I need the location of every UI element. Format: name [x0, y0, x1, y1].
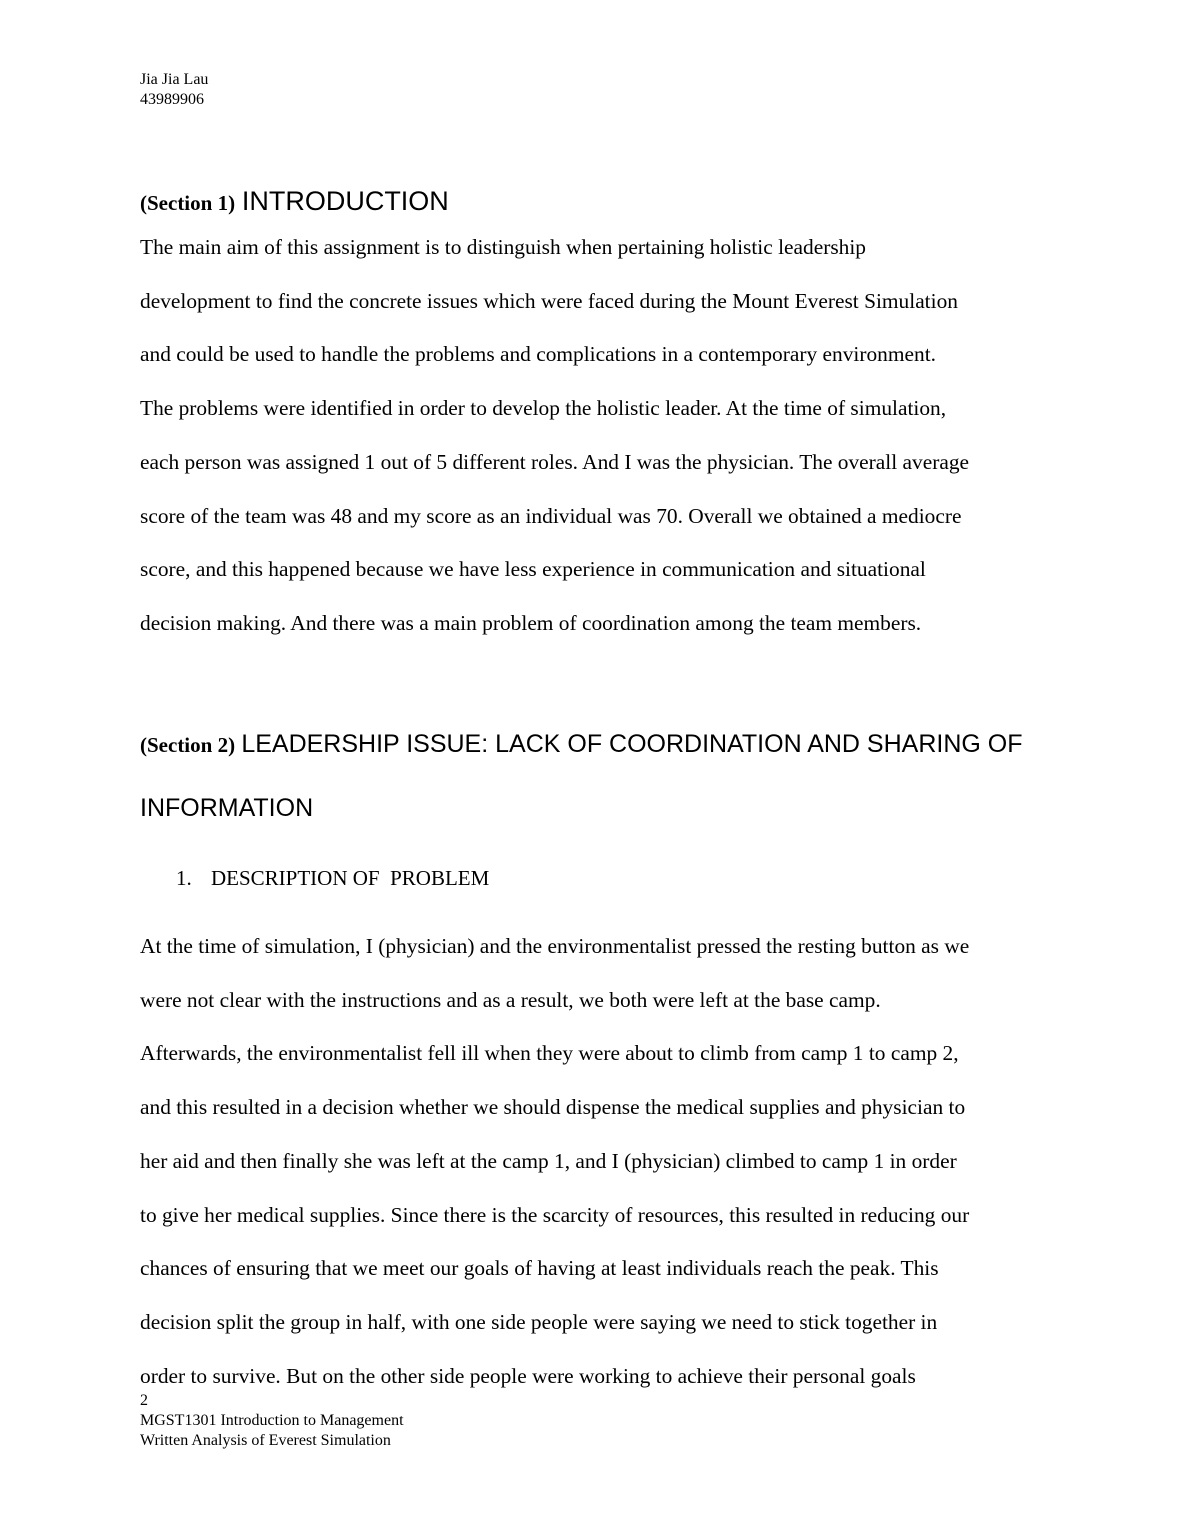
section-1-title: INTRODUCTION: [241, 186, 449, 216]
paragraph-line: and could be used to handle the problems and complications in a contemporary environment.: [140, 342, 936, 367]
section-2-heading: [140, 713, 1070, 840]
paragraph-line: her aid and then finally she was left at the camp 1, and I (physician) climbed to camp 1 in order: [140, 1148, 957, 1173]
author-name: Jia Jia Lau: [140, 71, 209, 88]
paragraph-line: At the time of simulation, I (physician) and the environmentalist pressed the resting button as we: [140, 934, 970, 958]
paragraph-line: decision split the group in half, with one side people were saying we need to stick together in: [140, 1309, 938, 1334]
course-name: MGST1301 Introduction to Management: [140, 1412, 404, 1429]
section-2-title: LEADERSHIP ISSUE: LACK OF COORDINATION AND SHARING OF INFORMATION: [140, 730, 1023, 822]
document-title: Written Analysis of Everest Simulation: [140, 1432, 391, 1449]
paragraph-line: development to find the concrete issues which were faced during the Mount Everest Simulation: [140, 288, 958, 313]
paragraph-line: each person was assigned 1 out of 5 different roles. And I was the physician. The overall average: [140, 449, 970, 474]
section-1-heading: [140, 183, 449, 221]
section-2-tag: (Section 2): [140, 733, 236, 757]
paragraph-line: score, and this happened because we have less experience in communication and situational: [140, 557, 926, 582]
page-footer: [140, 1391, 404, 1451]
paragraph-line: The problems were identified in order to develop the holistic leader. At the time of simulation,: [140, 396, 947, 421]
paragraph-line: chances of ensuring that we meet our goals of having at least individuals reach the peak. This: [140, 1256, 939, 1281]
page-header: [140, 70, 208, 110]
section-1-body: [140, 221, 1050, 651]
subheading-number: 1.: [176, 866, 192, 890]
paragraph-line: Afterwards, the environmentalist fell ill when they were about to climb from camp 1 to camp 2,: [140, 1041, 959, 1066]
section-1-tag: (Section 1): [140, 191, 236, 215]
paragraph-line: decision making. And there was a main problem of coordination among the team members.: [140, 610, 922, 635]
subheading-description-of-problem: [176, 862, 489, 894]
paragraph-line: score of the team was 48 and my score as an individual was 70. Overall we obtained a mediocre: [140, 503, 962, 528]
paragraph-line: order to survive. But on the other side people were working to achieve their personal goals: [140, 1363, 916, 1388]
paragraph-line: The main aim of this assignment is to distinguish when pertaining holistic leadership: [140, 235, 866, 259]
paragraph-line: and this resulted in a decision whether we should dispense the medical supplies and physician to: [140, 1095, 966, 1120]
subheading-label: DESCRIPTION OF PROBLEM: [211, 866, 490, 890]
section-2-body: [140, 920, 1050, 1403]
student-id: 43989906: [140, 91, 204, 108]
page-number: 2: [140, 1392, 148, 1409]
paragraph-line: to give her medical supplies. Since there is the scarcity of resources, this resulted in reducing our: [140, 1202, 970, 1227]
paragraph-line: were not clear with the instructions and as a result, we both were left at the base camp.: [140, 987, 881, 1012]
